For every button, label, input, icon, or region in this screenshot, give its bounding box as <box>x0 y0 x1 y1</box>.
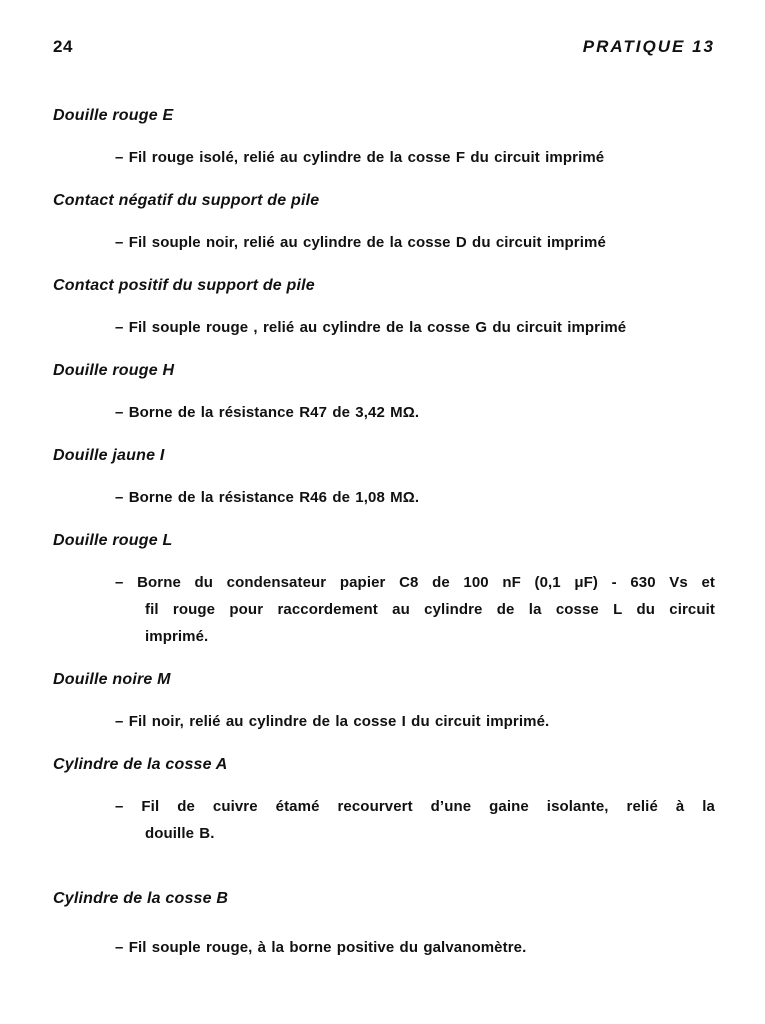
list-item <box>115 569 715 650</box>
item-line: – Fil rouge isolé, relié au cylindre de la cosse F du circuit imprimé <box>115 149 605 166</box>
section-heading: Douille jaune I <box>53 447 165 464</box>
section <box>53 187 715 256</box>
header-title: PRATIQUE 13 <box>582 37 715 56</box>
item-line: – Fil souple rouge, à la borne positive du galvanomètre. <box>115 939 527 956</box>
item-line: – Borne du condensateur papier C8 de 100 nF (0,1 μF) - 630 Vs et <box>115 574 715 591</box>
list-item <box>115 708 715 735</box>
section-heading: Douille rouge H <box>53 362 175 379</box>
list-item <box>115 934 715 961</box>
item-line: fil rouge pour raccordement au cylindre de la cosse L du circuit <box>145 601 715 618</box>
page-header <box>53 33 715 60</box>
list-item <box>115 314 715 341</box>
list-item <box>115 144 715 171</box>
list-item <box>115 399 715 426</box>
list-item <box>115 229 715 256</box>
list-item <box>115 484 715 511</box>
item-line: – Fil souple rouge , relié au cylindre de la cosse G du circuit imprimé <box>115 319 627 336</box>
item-line: – Fil souple noir, relié au cylindre de la cosse D du circuit imprimé <box>115 234 606 251</box>
section <box>53 885 715 961</box>
section-heading: Douille rouge E <box>53 107 174 124</box>
item-line: – Fil de cuivre étamé recourvert d’une gaine isolante, relié à la <box>115 798 715 815</box>
document-body <box>53 102 715 961</box>
section <box>53 357 715 426</box>
item-line: – Fil noir, relié au cylindre de la cosse I du circuit imprimé. <box>115 713 550 730</box>
section <box>53 102 715 171</box>
item-line: – Borne de la résistance R46 de 1,08 MΩ. <box>115 489 420 506</box>
page-number: 24 <box>53 37 73 56</box>
section-heading: Cylindre de la cosse A <box>53 756 228 773</box>
list-item <box>115 793 715 847</box>
section <box>53 666 715 735</box>
section-heading: Contact positif du support de pile <box>53 277 315 294</box>
item-line: imprimé. <box>145 628 209 645</box>
section-heading: Douille rouge L <box>53 532 173 549</box>
section <box>53 751 715 847</box>
section-heading: Cylindre de la cosse B <box>53 890 229 907</box>
item-line: douille B. <box>145 825 215 842</box>
item-line: – Borne de la résistance R47 de 3,42 MΩ. <box>115 404 420 421</box>
section-heading: Douille noire M <box>53 671 171 688</box>
section <box>53 527 715 650</box>
section <box>53 442 715 511</box>
section-heading: Contact négatif du support de pile <box>53 192 320 209</box>
section <box>53 272 715 341</box>
